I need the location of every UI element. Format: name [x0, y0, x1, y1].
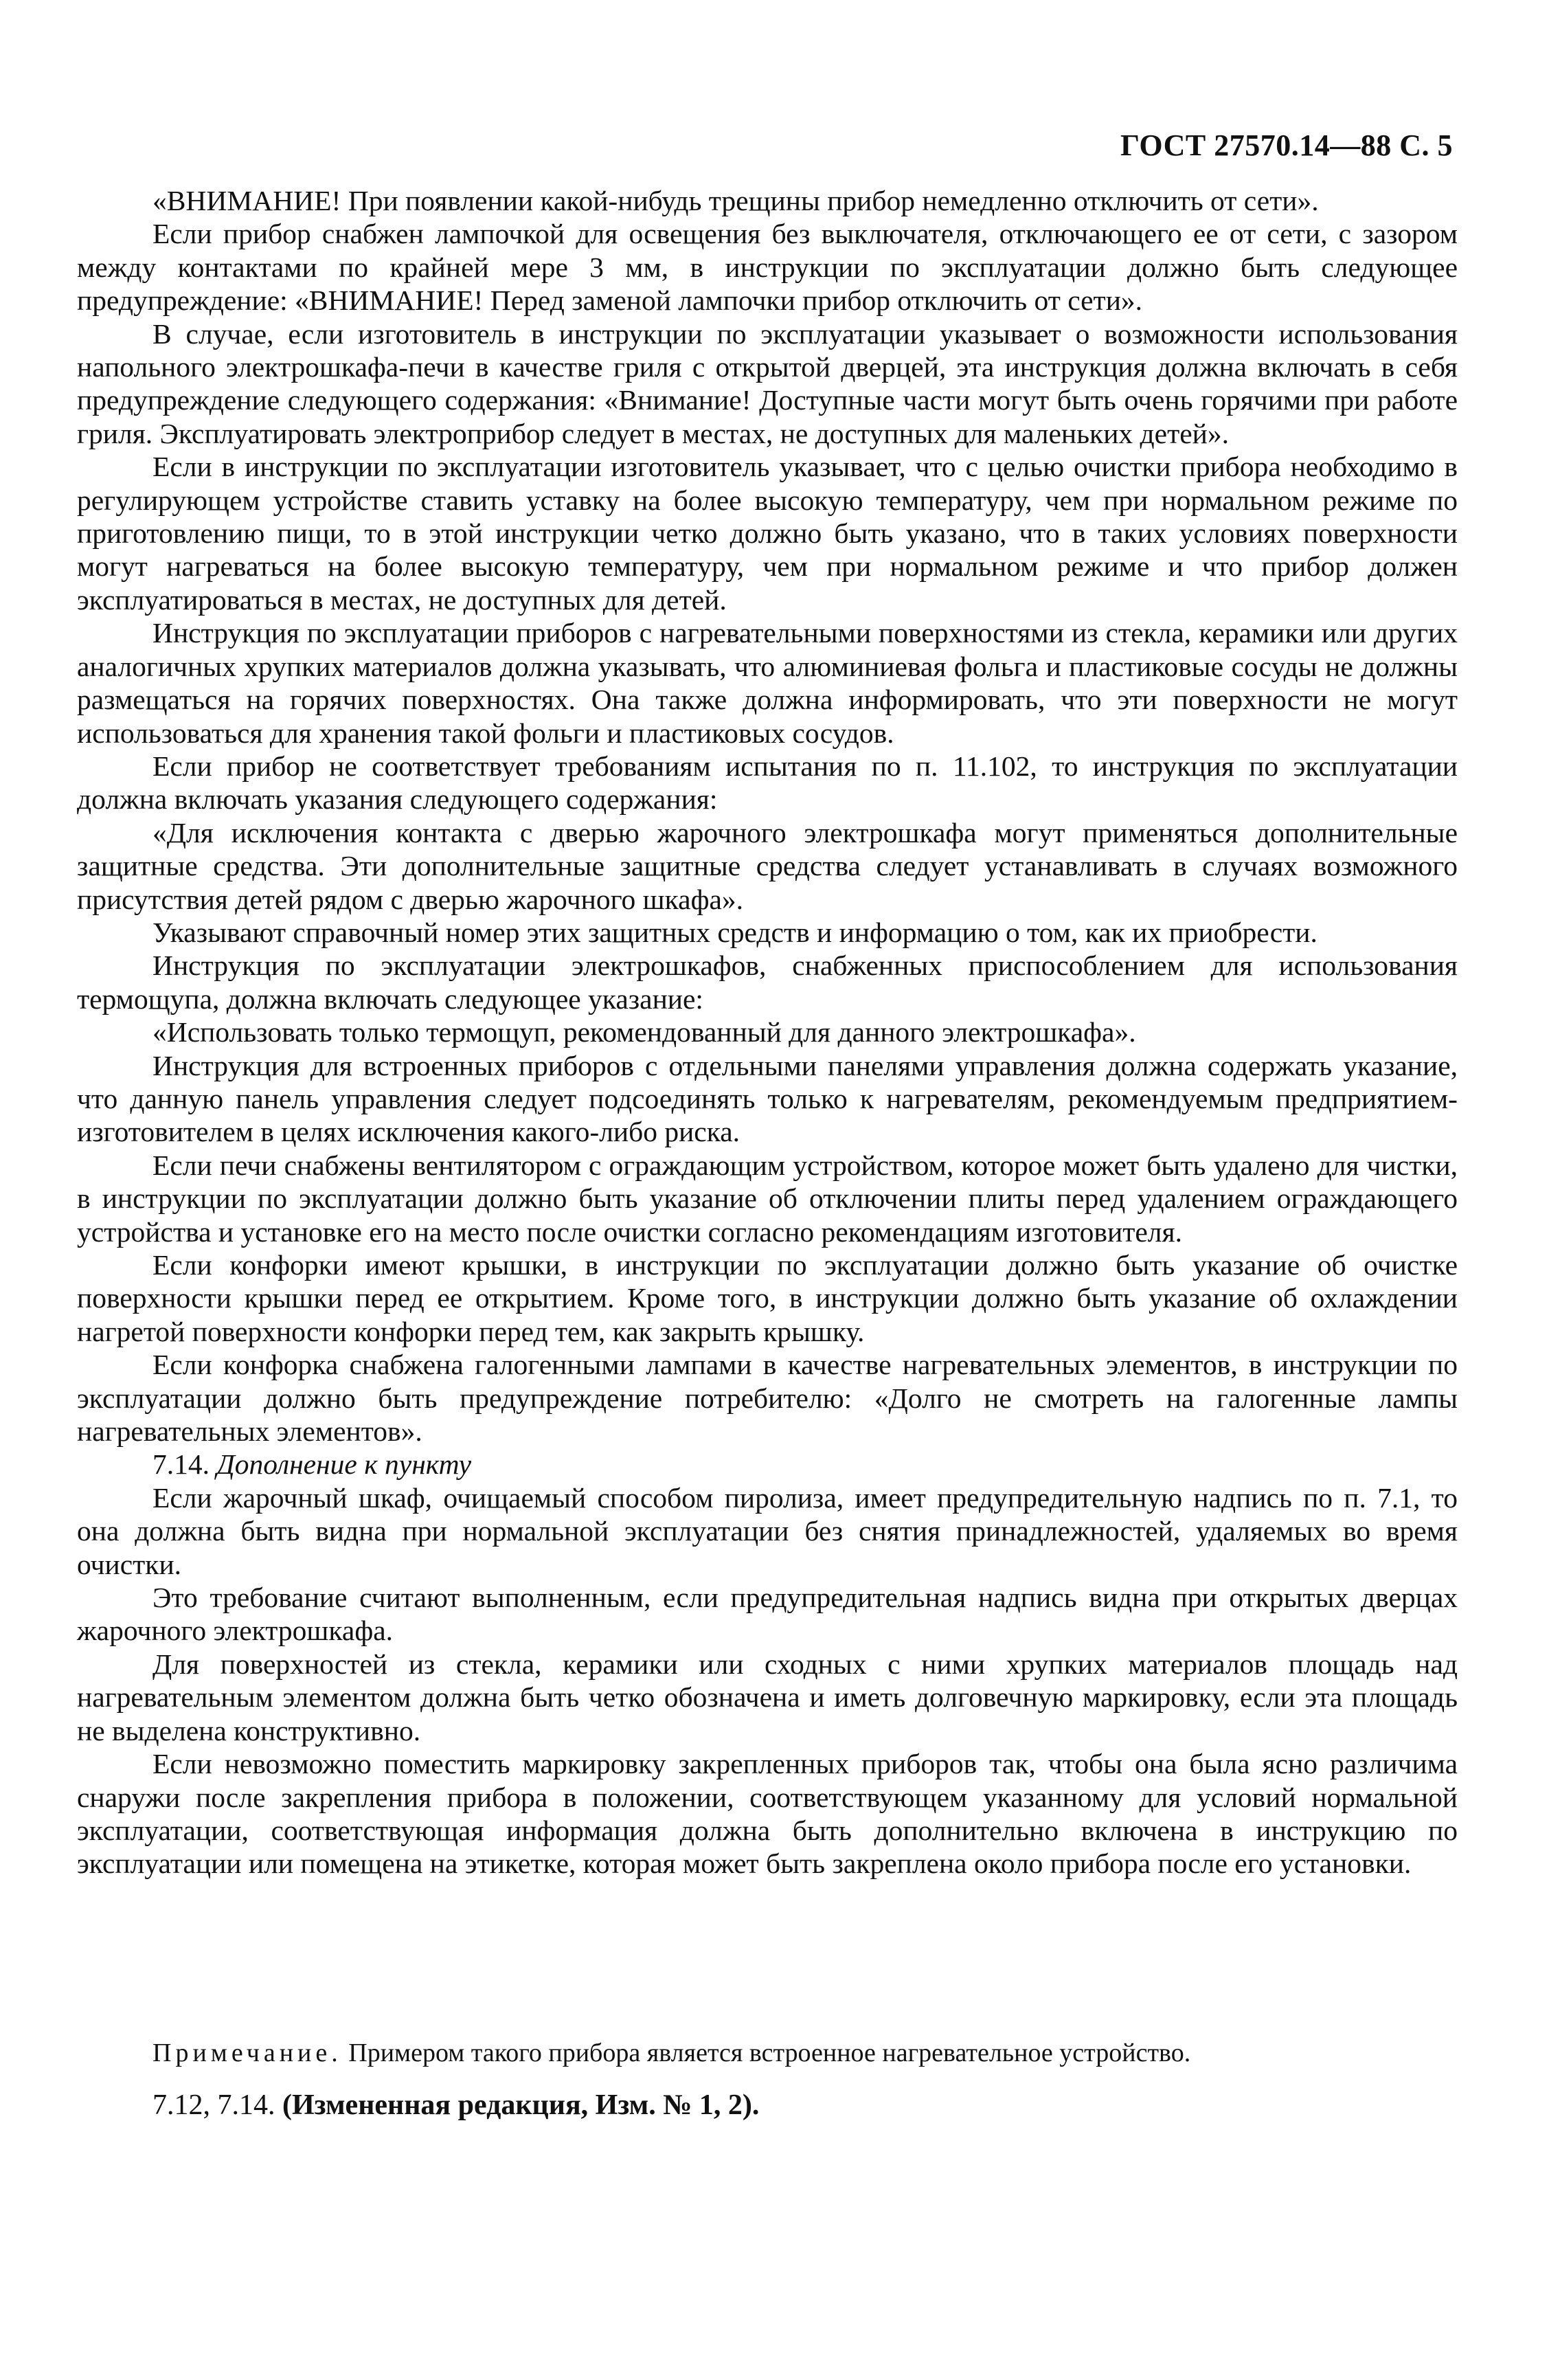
document-body [77, 184, 1458, 1881]
paragraph: «Для исключения контакта с дверью жарочного электрошкафа могут применяться дополнительные защитные средства. Эти дополнительные защитные средства следует устанавливать в случаях возможного присутствия детей рядом с дверью жарочного шкафа». [77, 816, 1458, 915]
amendment-refs: 7.12, 7.14. [152, 2089, 275, 2121]
paragraph: Инструкция по эксплуатации приборов с нагревательными поверхностями из стекла, керамики или других аналогичных хрупких материалов должна указывать, что алюминиевая фольга и пластиковые сосуды не должны размещаться на горячих поверхностях. Она также должна информировать, что эти поверхности не могут использоваться для хранения такой фольги и пластиковых сосудов. [77, 617, 1458, 749]
paragraph: Если конфорка снабжена галогенными лампами в качестве нагревательных элементов, в инструкции по эксплуатации должно быть предупреждение потребителю: «Долго не смотреть на галогенные лампы нагревательных элементов». [77, 1349, 1458, 1448]
paragraph: Это требование считают выполненным, если предупредительная надпись видна при открытых дверцах жарочного электрошкафа. [77, 1582, 1458, 1647]
paragraph: «Использовать только термощуп, рекомендованный для данного электрошкафа». [152, 1016, 1136, 1048]
amendment-line [152, 2089, 759, 2122]
paragraph: «ВНИМАНИЕ! При появлении какой-нибудь трещины прибор немедленно отключить от сети». [152, 185, 1319, 216]
page-header: ГОСТ 27570.14—88 С. 5 [1120, 128, 1453, 162]
note [77, 2036, 1458, 2069]
note-label: Примечание. [152, 2039, 342, 2067]
paragraph: Указывают справочный номер этих защитных средств и информацию о том, как их приобрести. [152, 916, 1318, 948]
paragraph: Если невозможно поместить маркировку закрепленных приборов так, чтобы она была ясно различима снаружи после закрепления прибора в положении, соответствующем указанному для условий нормальной эксплуатации, соответствующая информация должна быть дополнительно включена в инструкцию по эксплуатации или помещена на этикетке, которая может быть закреплена около прибора после его установки. [77, 1748, 1458, 1880]
paragraph: Если в инструкции по эксплуатации изготовитель указывает, что с целью очистки прибора необходимо в регулирующем устройстве ставить уставку на более высокую температуру, чем при нормальном режиме по приготовлению пищи, то в этой инструкции четко должно быть указано, что в таких условиях поверхности могут нагреваться на более высокую температуру, чем при нормальном режиме и что прибор должен эксплуатироваться в местах, не доступных для детей. [77, 451, 1458, 616]
paragraph: Если прибор не соответствует требованиям испытания по п. 11.102, то инструкция по эксплуатации должна включать указания следующего содержания: [77, 750, 1458, 816]
paragraph: Если конфорки имеют крышки, в инструкции по эксплуатации должно быть указание об очистке поверхности крышки перед ее открытием. Кроме того, в инструкции должно быть указание об охлаждении нагретой поверхности конфорки перед тем, как закрыть крышку. [77, 1249, 1458, 1347]
section-number: 7.14. [152, 1448, 210, 1481]
paragraph: Инструкция для встроенных приборов с отдельными панелями управления должна содержать указание, что данную панель управления следует подсоединять только к нагревателям, рекомендуемым предприятием-изготовителем в целях исключения какого-либо риска. [77, 1049, 1458, 1148]
paragraph: В случае, если изготовитель в инструкции по эксплуатации указывает о возможности использования напольного электрошкафа-печи в качестве гриля с открытой дверцей, эта инструкция должна включать в себя предупреждение следующего содержания: «Внимание! Доступные части могут быть очень горячими при работе гриля. Эксплуатировать электроприбор следует в местах, не доступных для маленьких детей». [77, 317, 1458, 449]
paragraph: Если жарочный шкаф, очищаемый способом пиролиза, имеет предупредительную надпись по п. 7.1, то она должна быть видна при нормальной эксплуатации без снятия принадлежностей, удаляемых во время очистки. [77, 1481, 1458, 1580]
section-heading [77, 1448, 1458, 1481]
paragraph: Для поверхностей из стекла, керамики или сходных с ними хрупких материалов площадь над нагревательным элементом должна быть четко обозначена и иметь долговечную маркировку, если эта площадь не выделена конструктивно. [77, 1648, 1458, 1747]
paragraph: Инструкция по эксплуатации электрошкафов, снабженных приспособлением для использования термощупа, должна включать следующее указание: [77, 950, 1458, 1015]
note-text: Примером такого прибора является встроенное нагревательное устройство. [348, 2039, 1191, 2067]
section-title: Дополнение к пункту [216, 1448, 471, 1481]
paragraph: Если печи снабжены вентилятором с ограждающим устройством, которое может быть удалено для чистки, в инструкции по эксплуатации должно быть указание об отключении плиты перед удалением ограждающего устройства и установке его на место после очистки согласно рекомендациям изготовителя. [77, 1149, 1458, 1248]
paragraph: Если прибор снабжен лампочкой для освещения без выключателя, отключающего ее от сети, с зазором между контактами по крайней мере 3 мм, в инструкции по эксплуатации должно быть следующее предупреждение: «ВНИМАНИЕ! Перед заменой лампочки прибор отключить от сети». [77, 218, 1458, 317]
amendment-text: (Измененная редакция, Изм. № 1, 2). [282, 2089, 760, 2121]
